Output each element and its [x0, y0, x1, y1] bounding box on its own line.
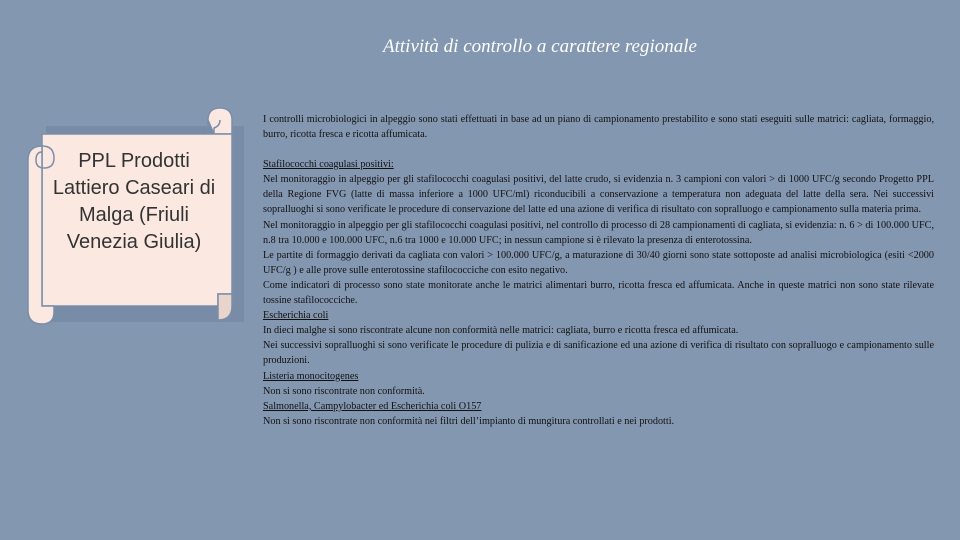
- scroll-text: PPL Prodotti Lattiero Caseari di Malga (Friuli Venezia Giulia): [52, 150, 216, 253]
- salmonella-heading: Salmonella, Campylobacter ed Escherichia coli O157: [263, 400, 482, 412]
- intro-paragraph: I controlli microbiologici in alpeggio sono stati effettuati in base ad un piano di campionamento prestabilito e sono stati eseguiti sulle matrici: cagliata, formaggio, burro, ricotta fresca e ricotta affumicata.: [263, 114, 934, 141]
- staph-paragraph-3: Le partite di formaggio derivati da cagliata con valori > 100.000 UFC/g, a maturazione di 30/40 giorni sono state sottoposte ad analisi microbiologica (esiti <2000 UFC/g ) e alle prove sulle enterotossine stafilococciche con esito negativo.: [263, 249, 934, 276]
- staph-paragraph-4: Come indicatori di processo sono state monitorate anche le matrici alimentari burro, ricotta fresca ed affumicata. Anche in queste matrici non sono state rilevate tossine stafilococciche.: [263, 279, 934, 307]
- scroll-shape: [24, 106, 246, 328]
- ecoli-paragraph-1: In dieci malghe si sono riscontrate alcune non conformità nelle matrici: cagliata, burro e ricotta fresca ed affumicata.: [263, 325, 739, 337]
- staph-heading: Stafilococchi coagulasi positivi:: [263, 159, 394, 171]
- slide-title: Attività di controllo a carattere regionale: [383, 36, 697, 57]
- content-body: [263, 112, 934, 429]
- staph-paragraph-2: Nel monitoraggio in alpeggio per gli stafilococchi coagulasi positivi, nel controllo di processo di 28 campionamenti di cagliata, si evidenzia: n. 6 > di 100.000 UFC, n.8 tra 10.000 e 100.000 UFC, n.6 tra 1000 e 10.000 UFC; in nessun campione si è rilevato la presenza di enterotossina.: [263, 219, 934, 246]
- ecoli-heading: Escherichia coli: [263, 310, 329, 322]
- listeria-heading: Listeria monocitogenes: [263, 370, 359, 382]
- ecoli-paragraph-2: Nei successivi sopralluoghi si sono verificate le procedure di pulizia e di sanificazione ed una azione di verifica di risultato con sopralluogo e campionamento sulle produzioni.: [263, 340, 934, 367]
- staph-paragraph-1: Nel monitoraggio in alpeggio per gli stafilococchi coagulasi positivi, del latte crudo, si evidenzia n. 3 campioni con valori > di 1000 UFC/g secondo Progetto PPL della Regione FVG (latte di massa inferiore a 1000 UFC/ml) riconducibili a conservazione a temperatura non adeguata del latte della sera. Nei successivi sopralluoghi si sono verificate le procedure di conservazione del latte ed una azione di verifica di risultato con sopralluogo e campionamento sulla materia prima.: [263, 174, 934, 216]
- salmonella-paragraph: Non si sono riscontrate non conformità nei filtri dell’impianto di mungitura controllati e nei prodotti.: [263, 415, 675, 427]
- listeria-paragraph: Non si sono riscontrate non conformità.: [263, 385, 425, 397]
